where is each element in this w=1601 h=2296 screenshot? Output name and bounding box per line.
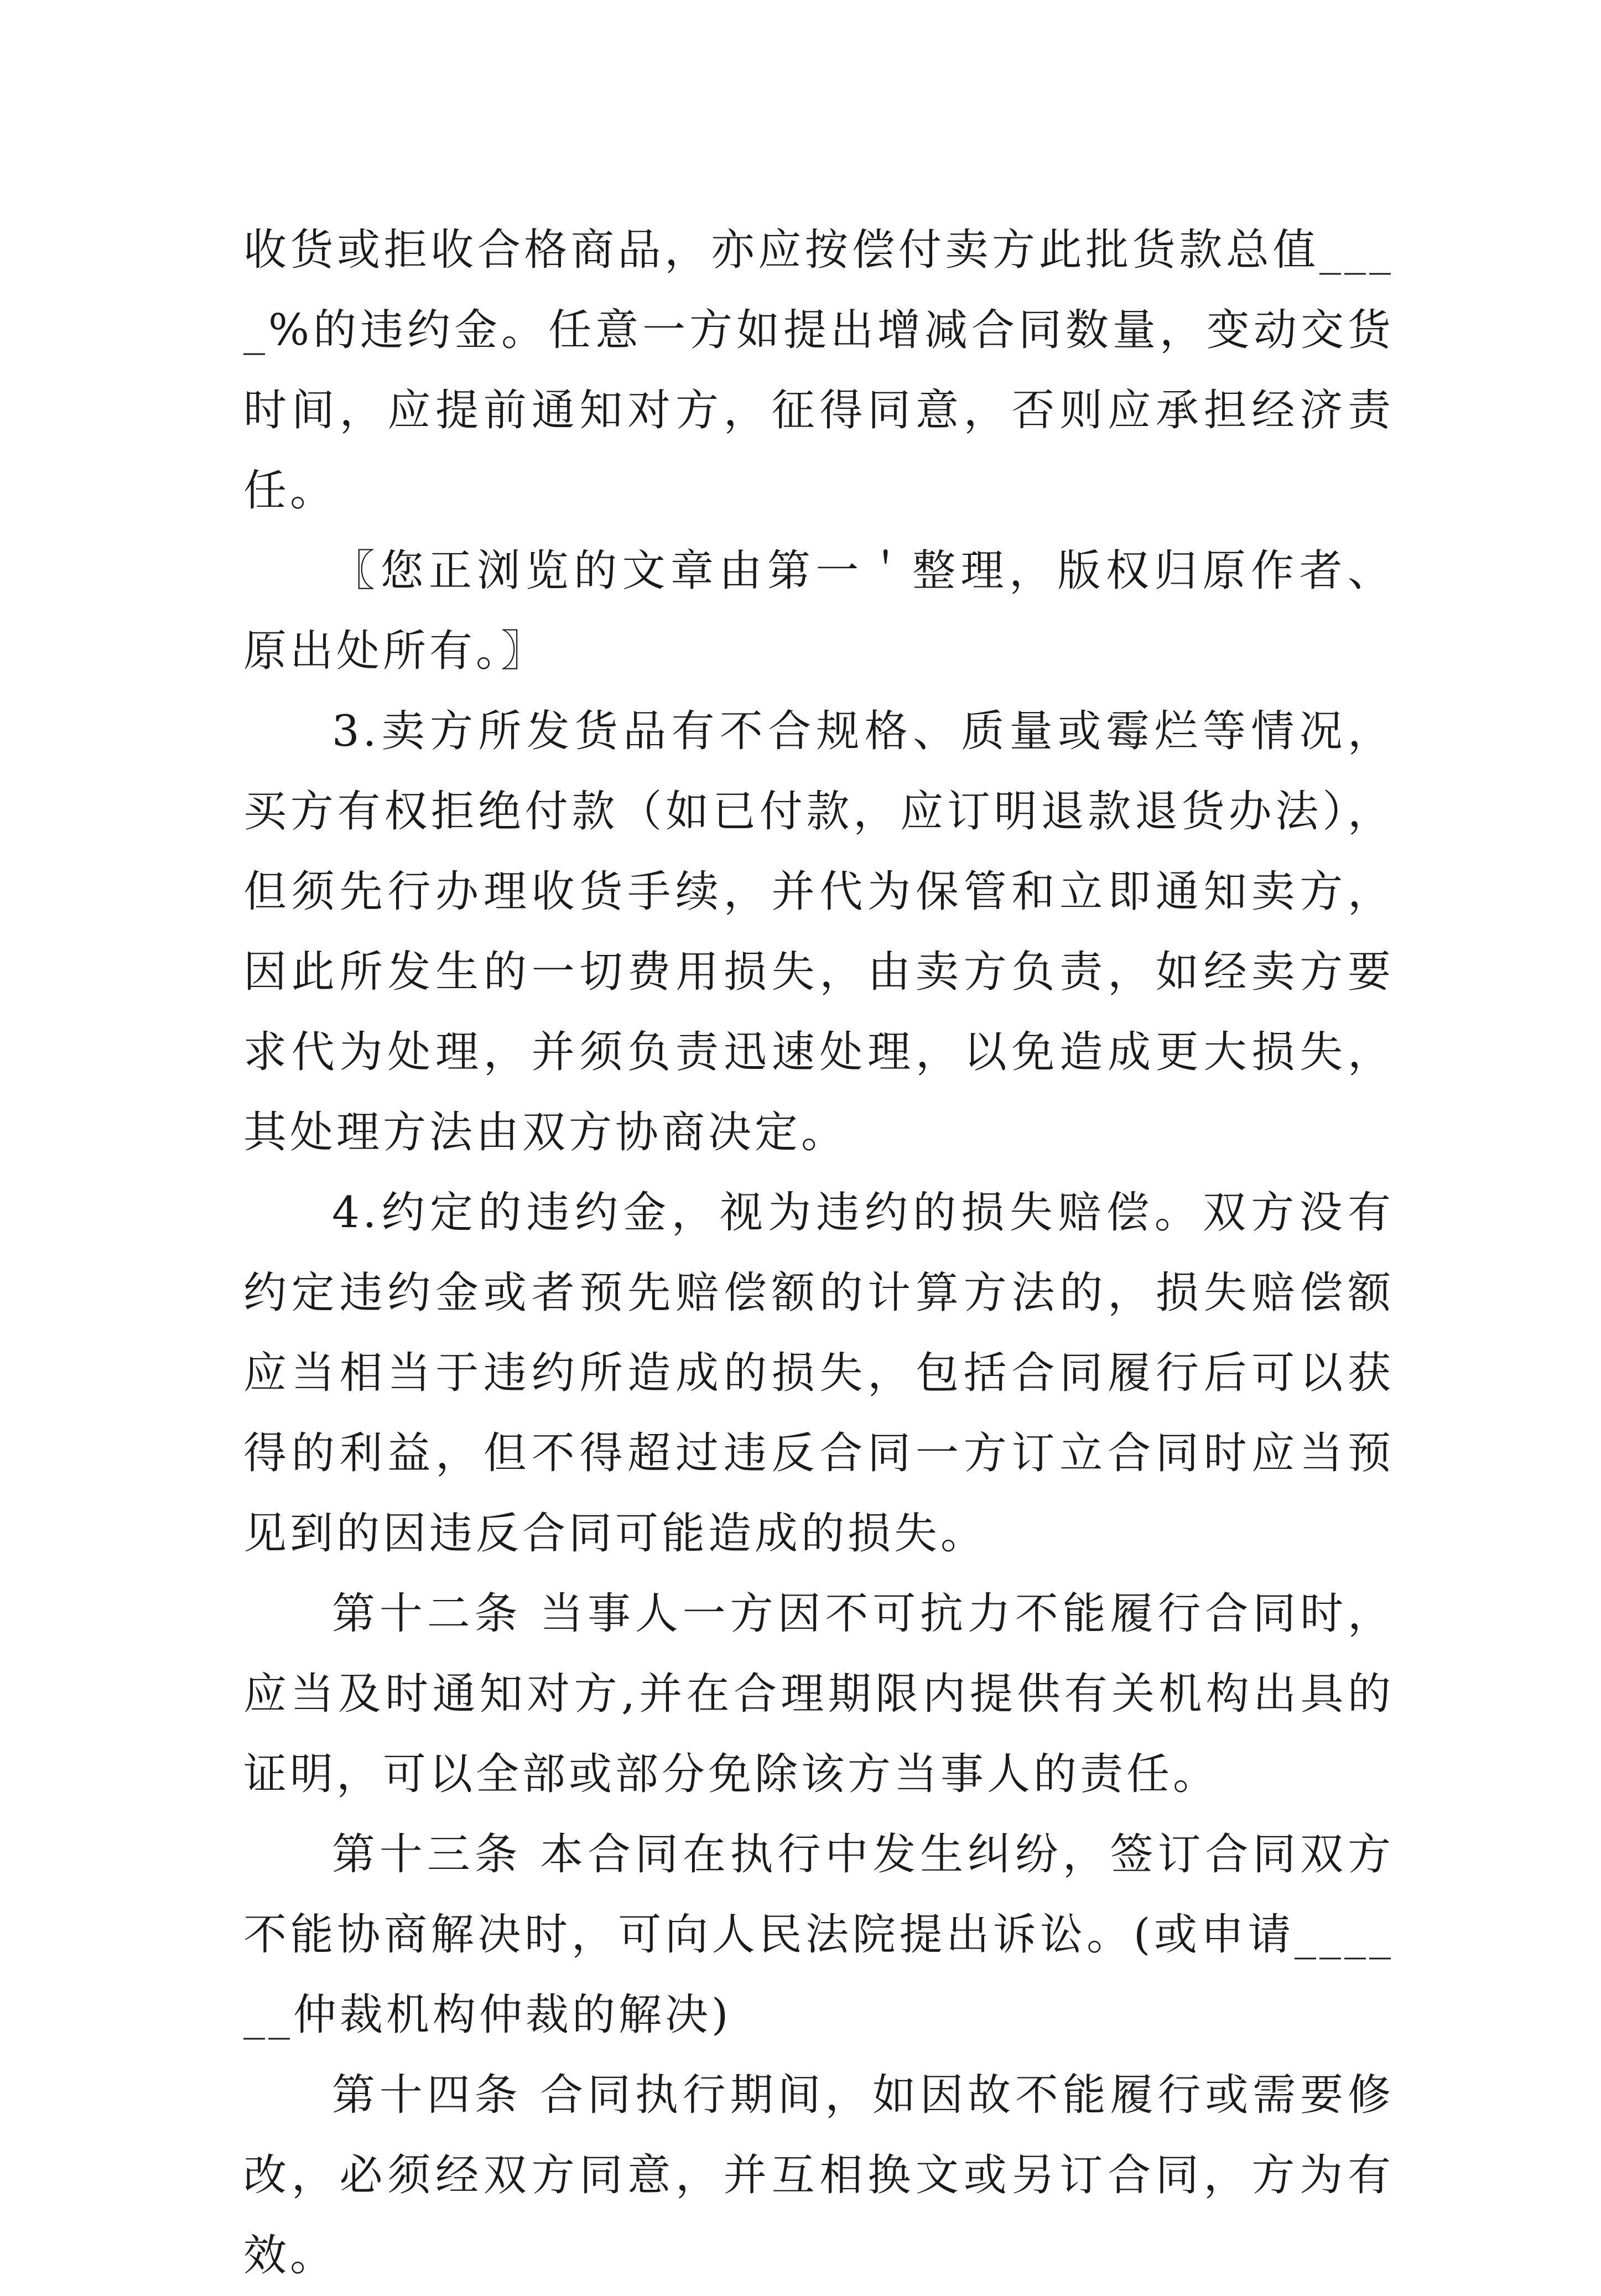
paragraph-article-12: 第十二条 当事人一方因不可抗力不能履行合同时，应当及时通知对方,并在合理期限内提供有关机构出具的证明，可以全部或部分免除该方当事人的责任。 xyxy=(243,1589,1394,1799)
paragraph-clause-4: 4.约定的违约金，视为违约的损失赔偿。双方没有约定违约金或者预先赔偿额的计算方法的，损失赔偿额应当相当于违约所造成的损失，包括合同履行后可以获得的利益，但不得超过违反合同一方订立合同时应当预见到的因违反合同可能造成的损失。 xyxy=(243,1188,1394,1559)
paragraph-article-14: 第十四条 合同执行期间，如因故不能履行或需要修改，必须经双方同意，并互相换文或另订合同，方为有效。 xyxy=(243,2070,1394,2281)
paragraph-penalty-continued: 收货或拒收合格商品，亦应按偿付卖方此批货款总值____%的违约金。任意一方如提出增减合同数量，变动交货时间，应提前通知对方，征得同意，否则应承担经济责任。 xyxy=(243,225,1394,516)
paragraph-source-notice: 〖您正浏览的文章由第一＇整理，版权归原作者、原出处所有。〗 xyxy=(243,546,1394,676)
paragraph-clause-3: 3.卖方所发货品有不合规格、质量或霉烂等情况，买方有权拒绝付款（如已付款，应订明退款退货办法），但须先行办理收货手续，并代为保管和立即通知卖方，因此所发生的一切费用损失，由卖方负责，如经卖方要求代为处理，并须负责迅速处理，以免造成更大损失，其处理方法由双方协商决定。 xyxy=(243,707,1394,1157)
paragraph-article-13: 第十三条 本合同在执行中发生纠纷，签订合同双方不能协商解决时，可向人民法院提出诉讼。(或申请______仲裁机构仲裁的解决) xyxy=(243,1830,1394,2040)
document-body xyxy=(243,210,1394,2296)
